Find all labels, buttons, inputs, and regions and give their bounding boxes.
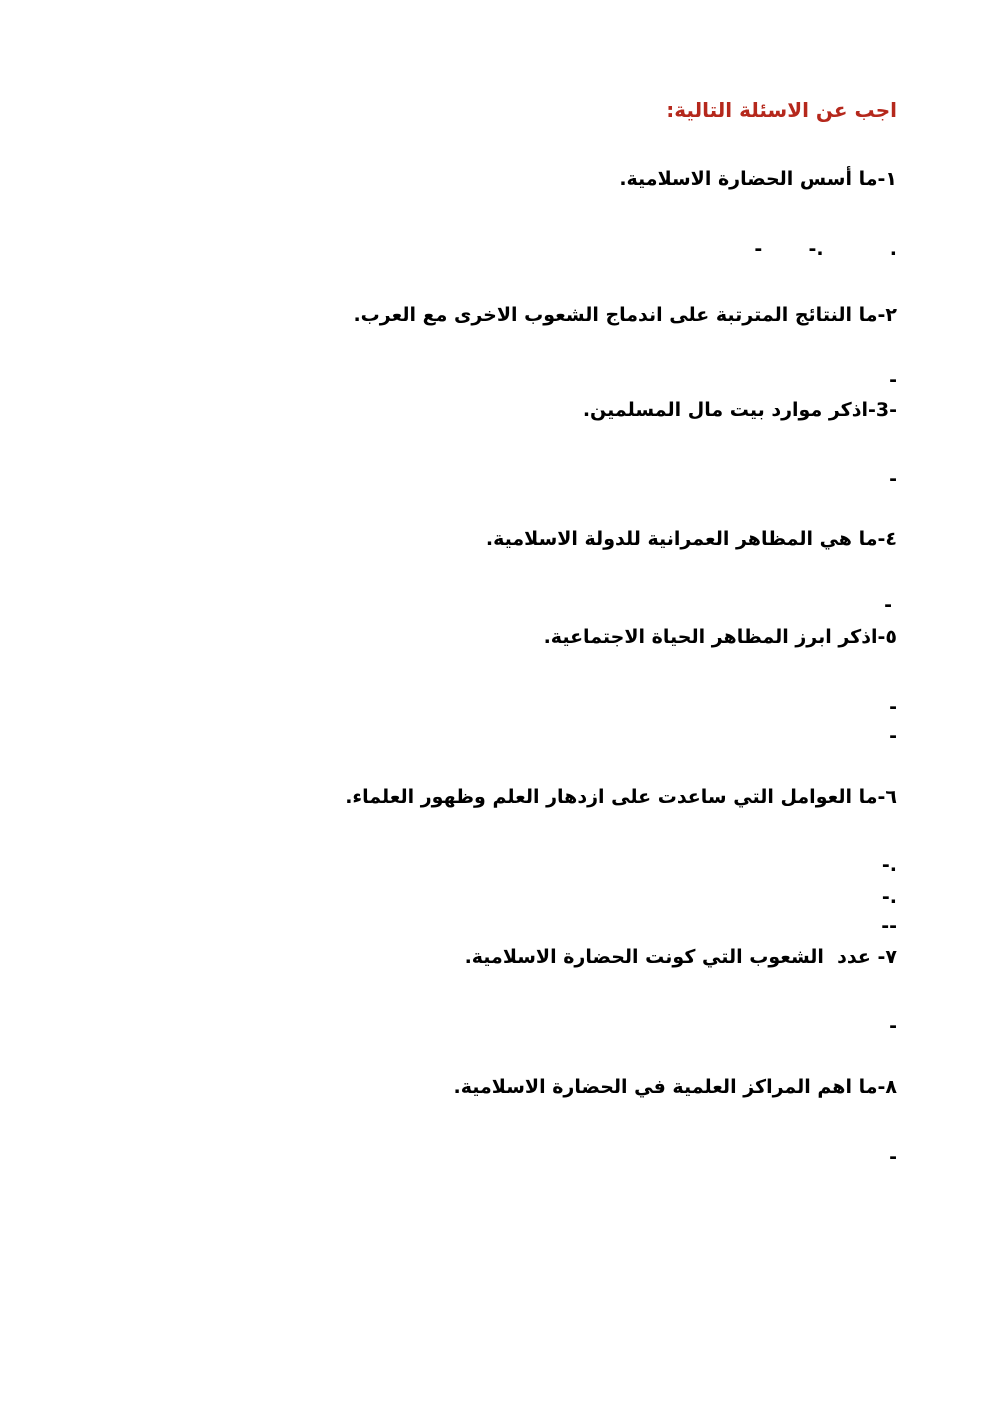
question-8: ٨-ما اهم المراكز العلمية في الحضارة الاسلامية.: [453, 1076, 897, 1098]
question-6-answer-line-3: --: [881, 915, 897, 937]
question-6-answer-line-2: .-: [881, 886, 897, 908]
question-1: ١-ما أسس الحضارة الاسلامية.: [619, 168, 897, 190]
question-3-answer-line: -: [889, 468, 897, 490]
question-5: ٥-اذكر ابرز المظاهر الحياة الاجتماعية.: [543, 626, 897, 648]
question-2: ٢-ما النتائج المترتبة على اندماج الشعوب الاخرى مع العرب.: [353, 304, 897, 326]
question-7-answer-line: -: [889, 1015, 897, 1037]
question-2-answer-line: -: [889, 369, 897, 391]
question-3: -3-اذكر موارد بيت مال المسلمين.: [582, 399, 897, 421]
worksheet-title: اجب عن الاسئلة التالية:: [666, 98, 897, 122]
question-4-answer-line: -: [884, 594, 892, 616]
question-1-answer-lines: . .- -: [754, 238, 897, 260]
question-8-answer-line: -: [889, 1146, 897, 1168]
question-6: ٦-ما العوامل التي ساعدت على ازدهار العلم وظهور العلماء.: [345, 786, 897, 808]
question-5-answer-line-2: -: [889, 725, 897, 747]
question-5-answer-line-1: -: [889, 696, 897, 718]
question-4: ٤-ما هي المظاهر العمرانية للدولة الاسلامية.: [485, 528, 897, 550]
question-6-answer-line-1: .-: [881, 854, 897, 876]
question-7: ٧- عدد الشعوب التي كونت الحضارة الاسلامية.: [464, 946, 897, 968]
